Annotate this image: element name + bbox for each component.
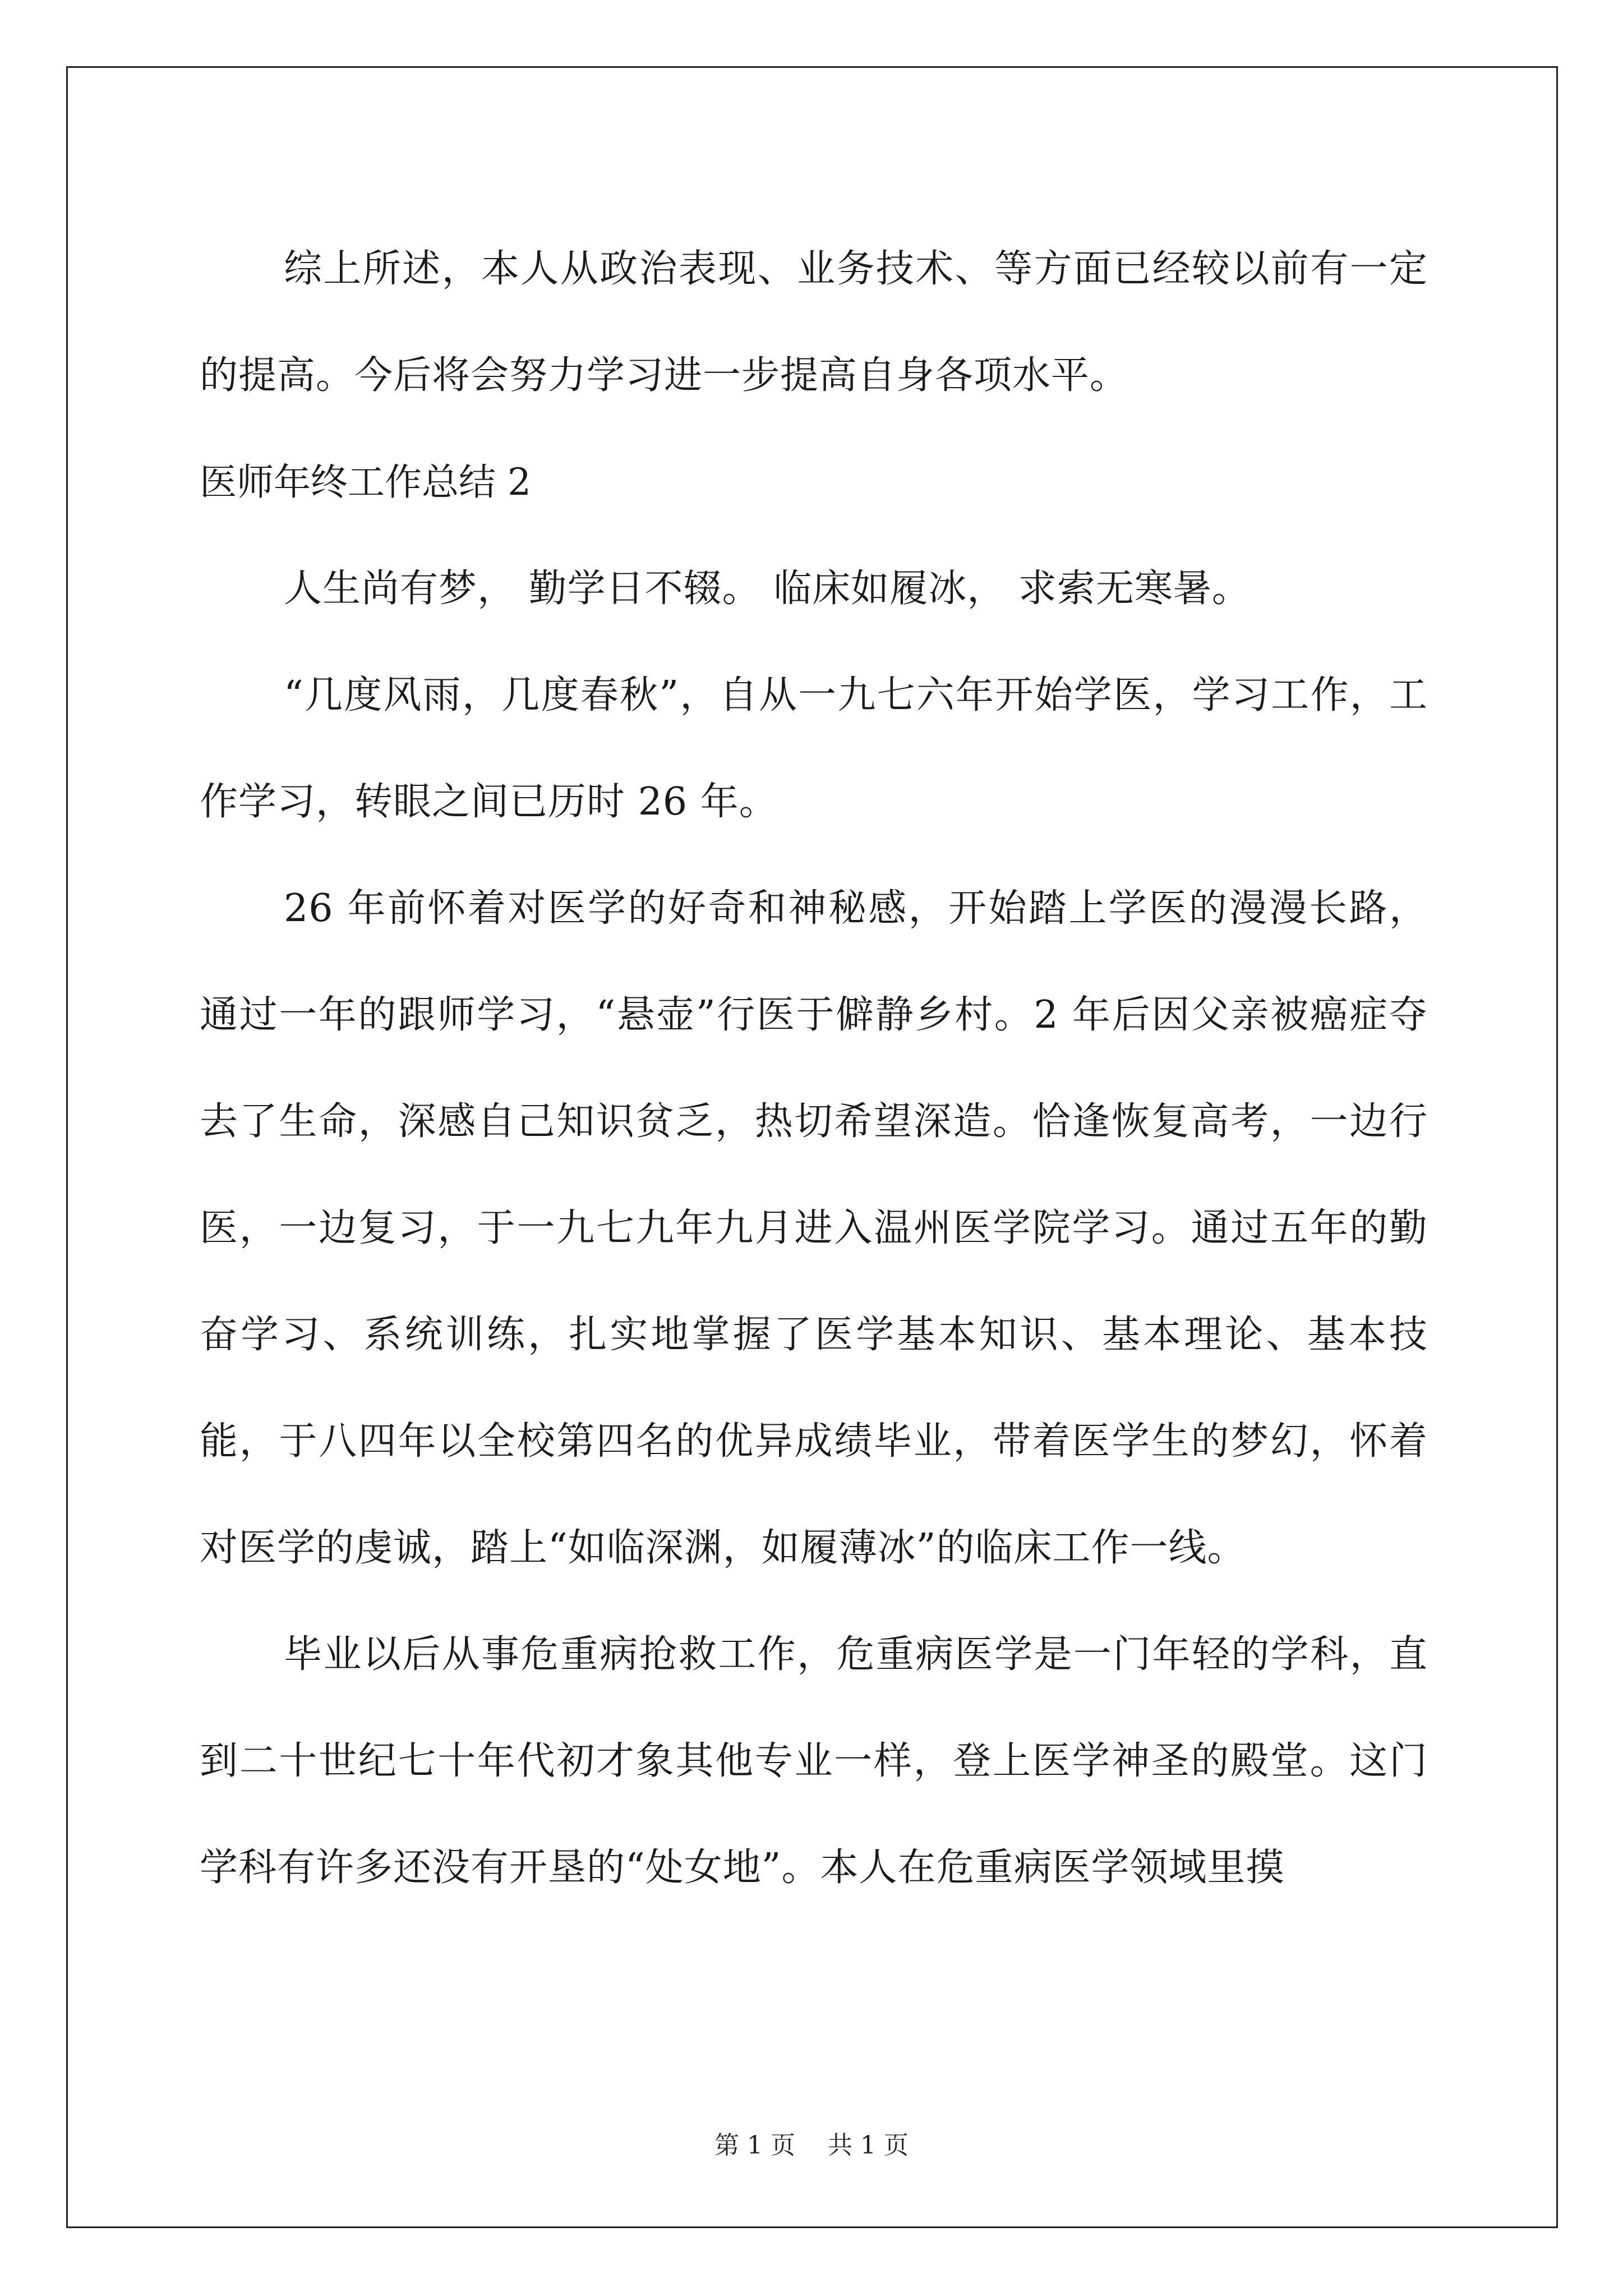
page-count: 共 1 页 <box>828 2131 909 2160</box>
paragraph-history: 26 年前怀着对医学的好奇和神秘感，开始踏上学医的漫漫长路，通过一年的跟师学习，“悬壶”行医于僻静乡村。2 年后因父亲被癌症夺去了生命，深感自己知识贫乏，热切希望深造。恰逢恢复高考，一边行医，一边复习，于一九七九年九月进入温州医学院学习。通过五年的勤奋学习、系统训练，扎实地掌握了医学基本知识、基本理论、基本技能，于八四年以全校第四名的优异成绩毕业，带着医学生的梦幻，怀着对医学的虔诚，踏上“如临深渊，如履薄冰”的临床工作一线。 <box>200 886 1428 1570</box>
paragraph-poem: 人生尚有梦， 勤学日不辍。 临床如履冰， 求索无寒暑。 <box>284 567 1251 611</box>
paragraph-career: 毕业以后从事危重病抢救工作，危重病医学是一门年轻的学科，直到二十世纪七十年代初才象其他专业一样，登上医学神圣的殿堂。这门学科有许多还没有开垦的“处女地”。本人在危重病医学领域里摸 <box>200 1632 1428 1890</box>
paragraph-summary: 综上所述，本人从政治表现、业务技术、等方面已经较以前有一定的提高。今后将会努力学习进一步提高自身各项水平。 <box>200 247 1428 398</box>
section-heading: 医师年终工作总结 2 <box>200 461 531 504</box>
paragraph-intro: “几度风雨，几度春秋”，自从一九七六年开始学医，学习工作，工作学习，转眼之间已历时 26 年。 <box>200 673 1428 824</box>
page-footer <box>0 2129 1623 2162</box>
page-number: 第 1 页 <box>714 2131 795 2160</box>
document-body <box>200 216 1428 1921</box>
